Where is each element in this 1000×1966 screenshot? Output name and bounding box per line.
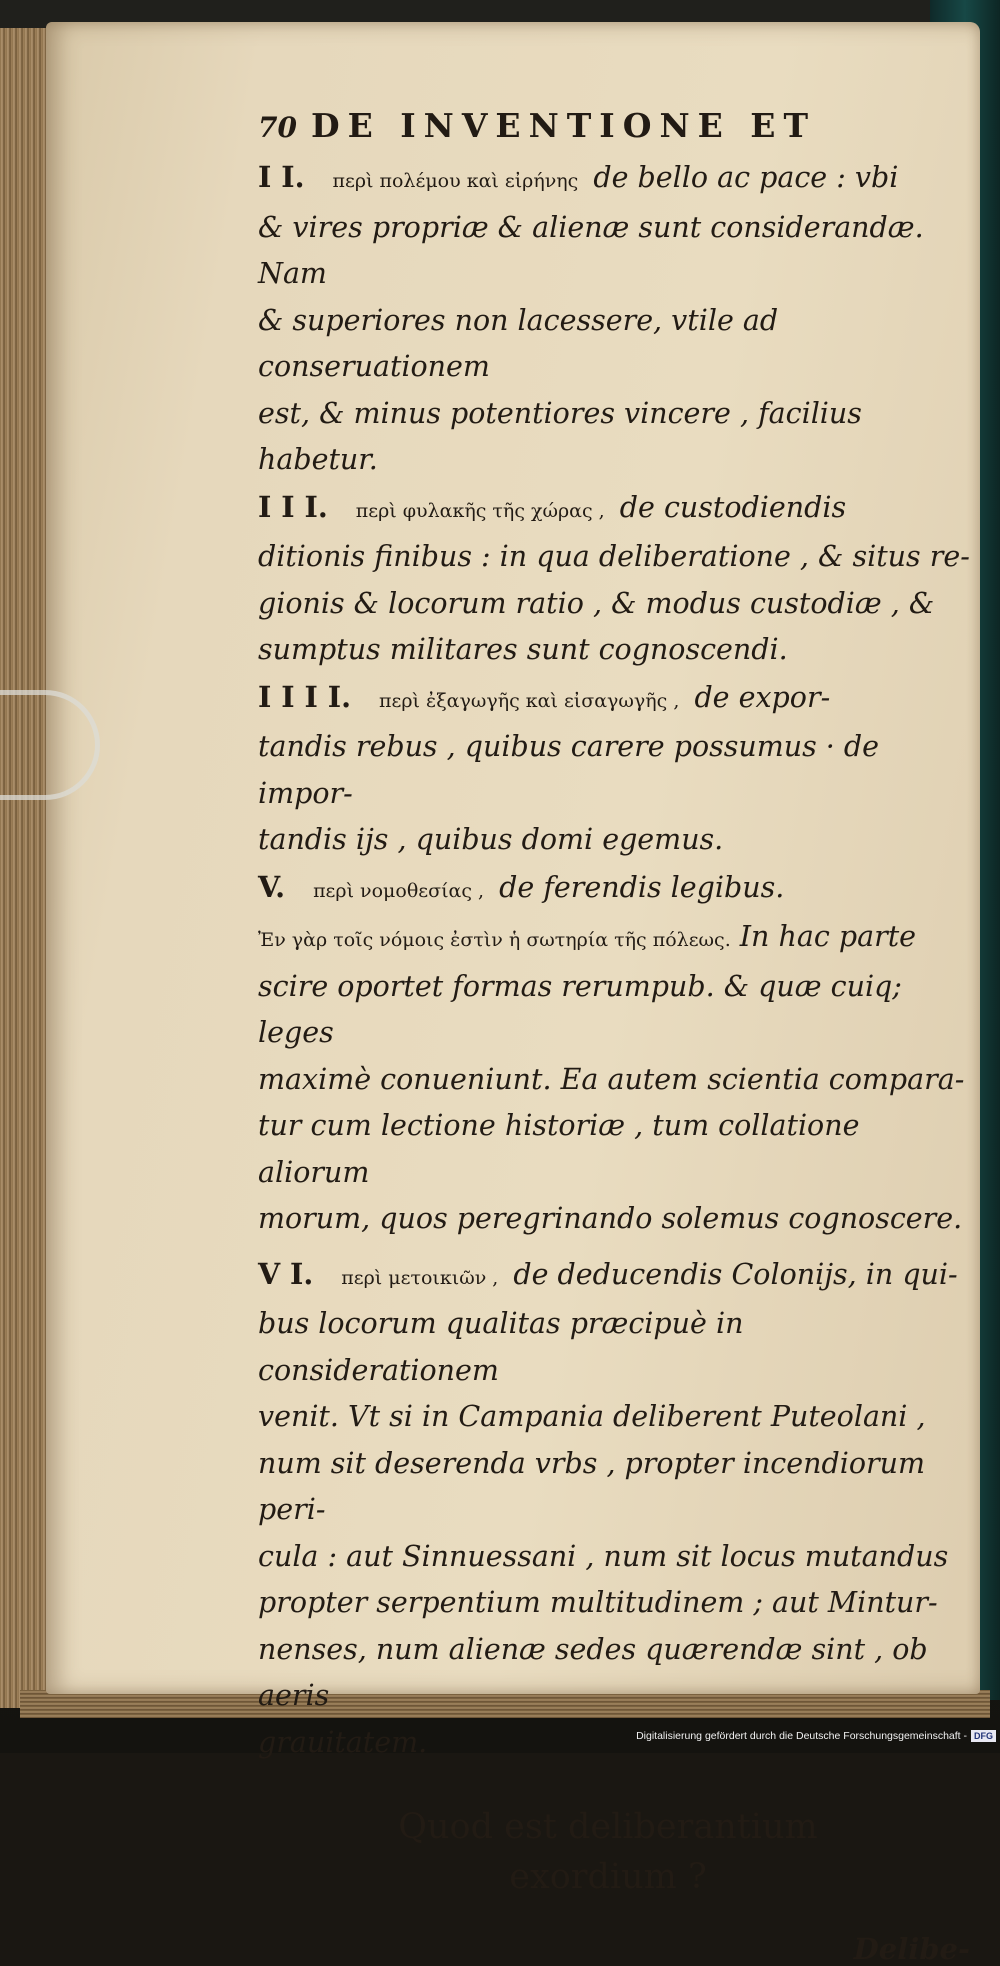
entry-line: num sit deserenda vrbs , propter incendiorum peri- — [258, 1446, 926, 1526]
entry-text: de bello ac pace : vbi — [593, 161, 899, 194]
greek-quote: Ἐν γὰρ τοῖς νόμοις ἐστὶν ἡ σωτηρία τῆς πόλεως. — [258, 929, 731, 951]
entry-6 — [258, 1251, 978, 1767]
entry-line: tandis rebus , quibus carere possumus · de impor- — [258, 730, 880, 810]
page-number: 70 — [258, 111, 297, 144]
entry-2 — [258, 154, 978, 484]
entry-number: I I. — [258, 160, 305, 194]
entry-line: sumptus militares sunt cognoscendi. — [258, 633, 788, 666]
catchword: Delibe- — [853, 1932, 970, 1966]
entry-line: nenses, num alienæ sedes quærendæ sint , ob aeris — [258, 1632, 928, 1712]
entry-number: V I. — [258, 1256, 314, 1291]
entry-number: I I I I. — [258, 679, 352, 714]
entry-line — [258, 484, 978, 535]
entry-line — [258, 674, 978, 725]
entry-text: de custodiendis — [619, 490, 847, 524]
entry-line: & superiores non lacessere, vtile ad conseruationem — [258, 303, 779, 383]
credit-text: Digitalisierung gefördert durch die Deutsche Forschungsgemeinschaft - — [636, 1730, 967, 1742]
entry-line — [258, 154, 978, 205]
entry-line — [258, 914, 978, 964]
page-text — [258, 104, 978, 1966]
greek-heading: περὶ νομοθεσίας , — [313, 879, 485, 902]
entry-line: cula : aut Sinnuessani , num sit locus mutandus — [258, 1539, 949, 1573]
greek-heading: περὶ ἐξαγωγῆς καὶ εἰσαγωγῆς , — [379, 689, 680, 712]
entry-line: morum, quos peregrinando solemus cognoscere. — [258, 1202, 963, 1235]
entry-line — [258, 864, 978, 915]
entry-text: In hac parte — [739, 920, 917, 953]
entry-line: est, & minus potentiores vincere , facilius habetur. — [258, 396, 862, 476]
section-heading-line: exordium ? — [509, 1857, 707, 1897]
entry-line: grauitatem. — [258, 1725, 428, 1759]
entry-line: scire oportet formas rerumpub. & quæ cuiq; leges — [258, 969, 902, 1049]
running-header — [258, 104, 978, 154]
entry-line: venit. Vt si in Campania deliberent Puteolani , — [258, 1400, 926, 1433]
section-heading-line: Quod est deliberantium — [398, 1807, 818, 1847]
entry-line: propter serpentium multitudinem ; aut Mintur- — [258, 1586, 938, 1619]
entry-3 — [258, 484, 978, 674]
entry-5 — [258, 864, 978, 1243]
greek-heading: περὶ φυλακῆς τῆς χώρας , — [355, 499, 605, 522]
entry-4 — [258, 674, 978, 864]
entry-line: & vires propriæ & alienæ sunt considerandæ. Nam — [258, 210, 924, 290]
running-title: DE INVENTIONE ET — [310, 106, 817, 145]
entry-line: bus locorum qualitas præcipuè in considerationem — [258, 1307, 744, 1387]
entry-text: de ferendis legibus. — [499, 870, 785, 904]
entry-line: maximè conueniunt. Ea autem scientia compara- — [258, 1062, 965, 1096]
entry-line: tur cum lectione historiæ , tum collatione aliorum — [258, 1109, 860, 1189]
entry-text: de deducendis Colonijs, in qui- — [513, 1257, 958, 1291]
entry-line: ditionis finibus : in qua deliberatione , & situs re- — [258, 540, 970, 573]
digitization-credit — [560, 1730, 996, 1750]
entry-text: de expor- — [694, 680, 831, 714]
entry-line: tandis ijs , quibus domi egemus. — [258, 823, 724, 856]
section-heading — [258, 1802, 938, 1902]
entry-line: gionis & locorum ratio , & modus custodiæ , & — [258, 586, 935, 620]
entry-number: V. — [258, 869, 286, 904]
entry-line — [258, 1251, 978, 1302]
entry-number: I I I. — [258, 489, 328, 524]
greek-heading: περὶ πολέμου καὶ εἰρήνης — [332, 170, 579, 192]
dfg-logo: DFG — [971, 1730, 996, 1742]
greek-heading: περὶ μετοικιῶν , — [341, 1266, 499, 1289]
